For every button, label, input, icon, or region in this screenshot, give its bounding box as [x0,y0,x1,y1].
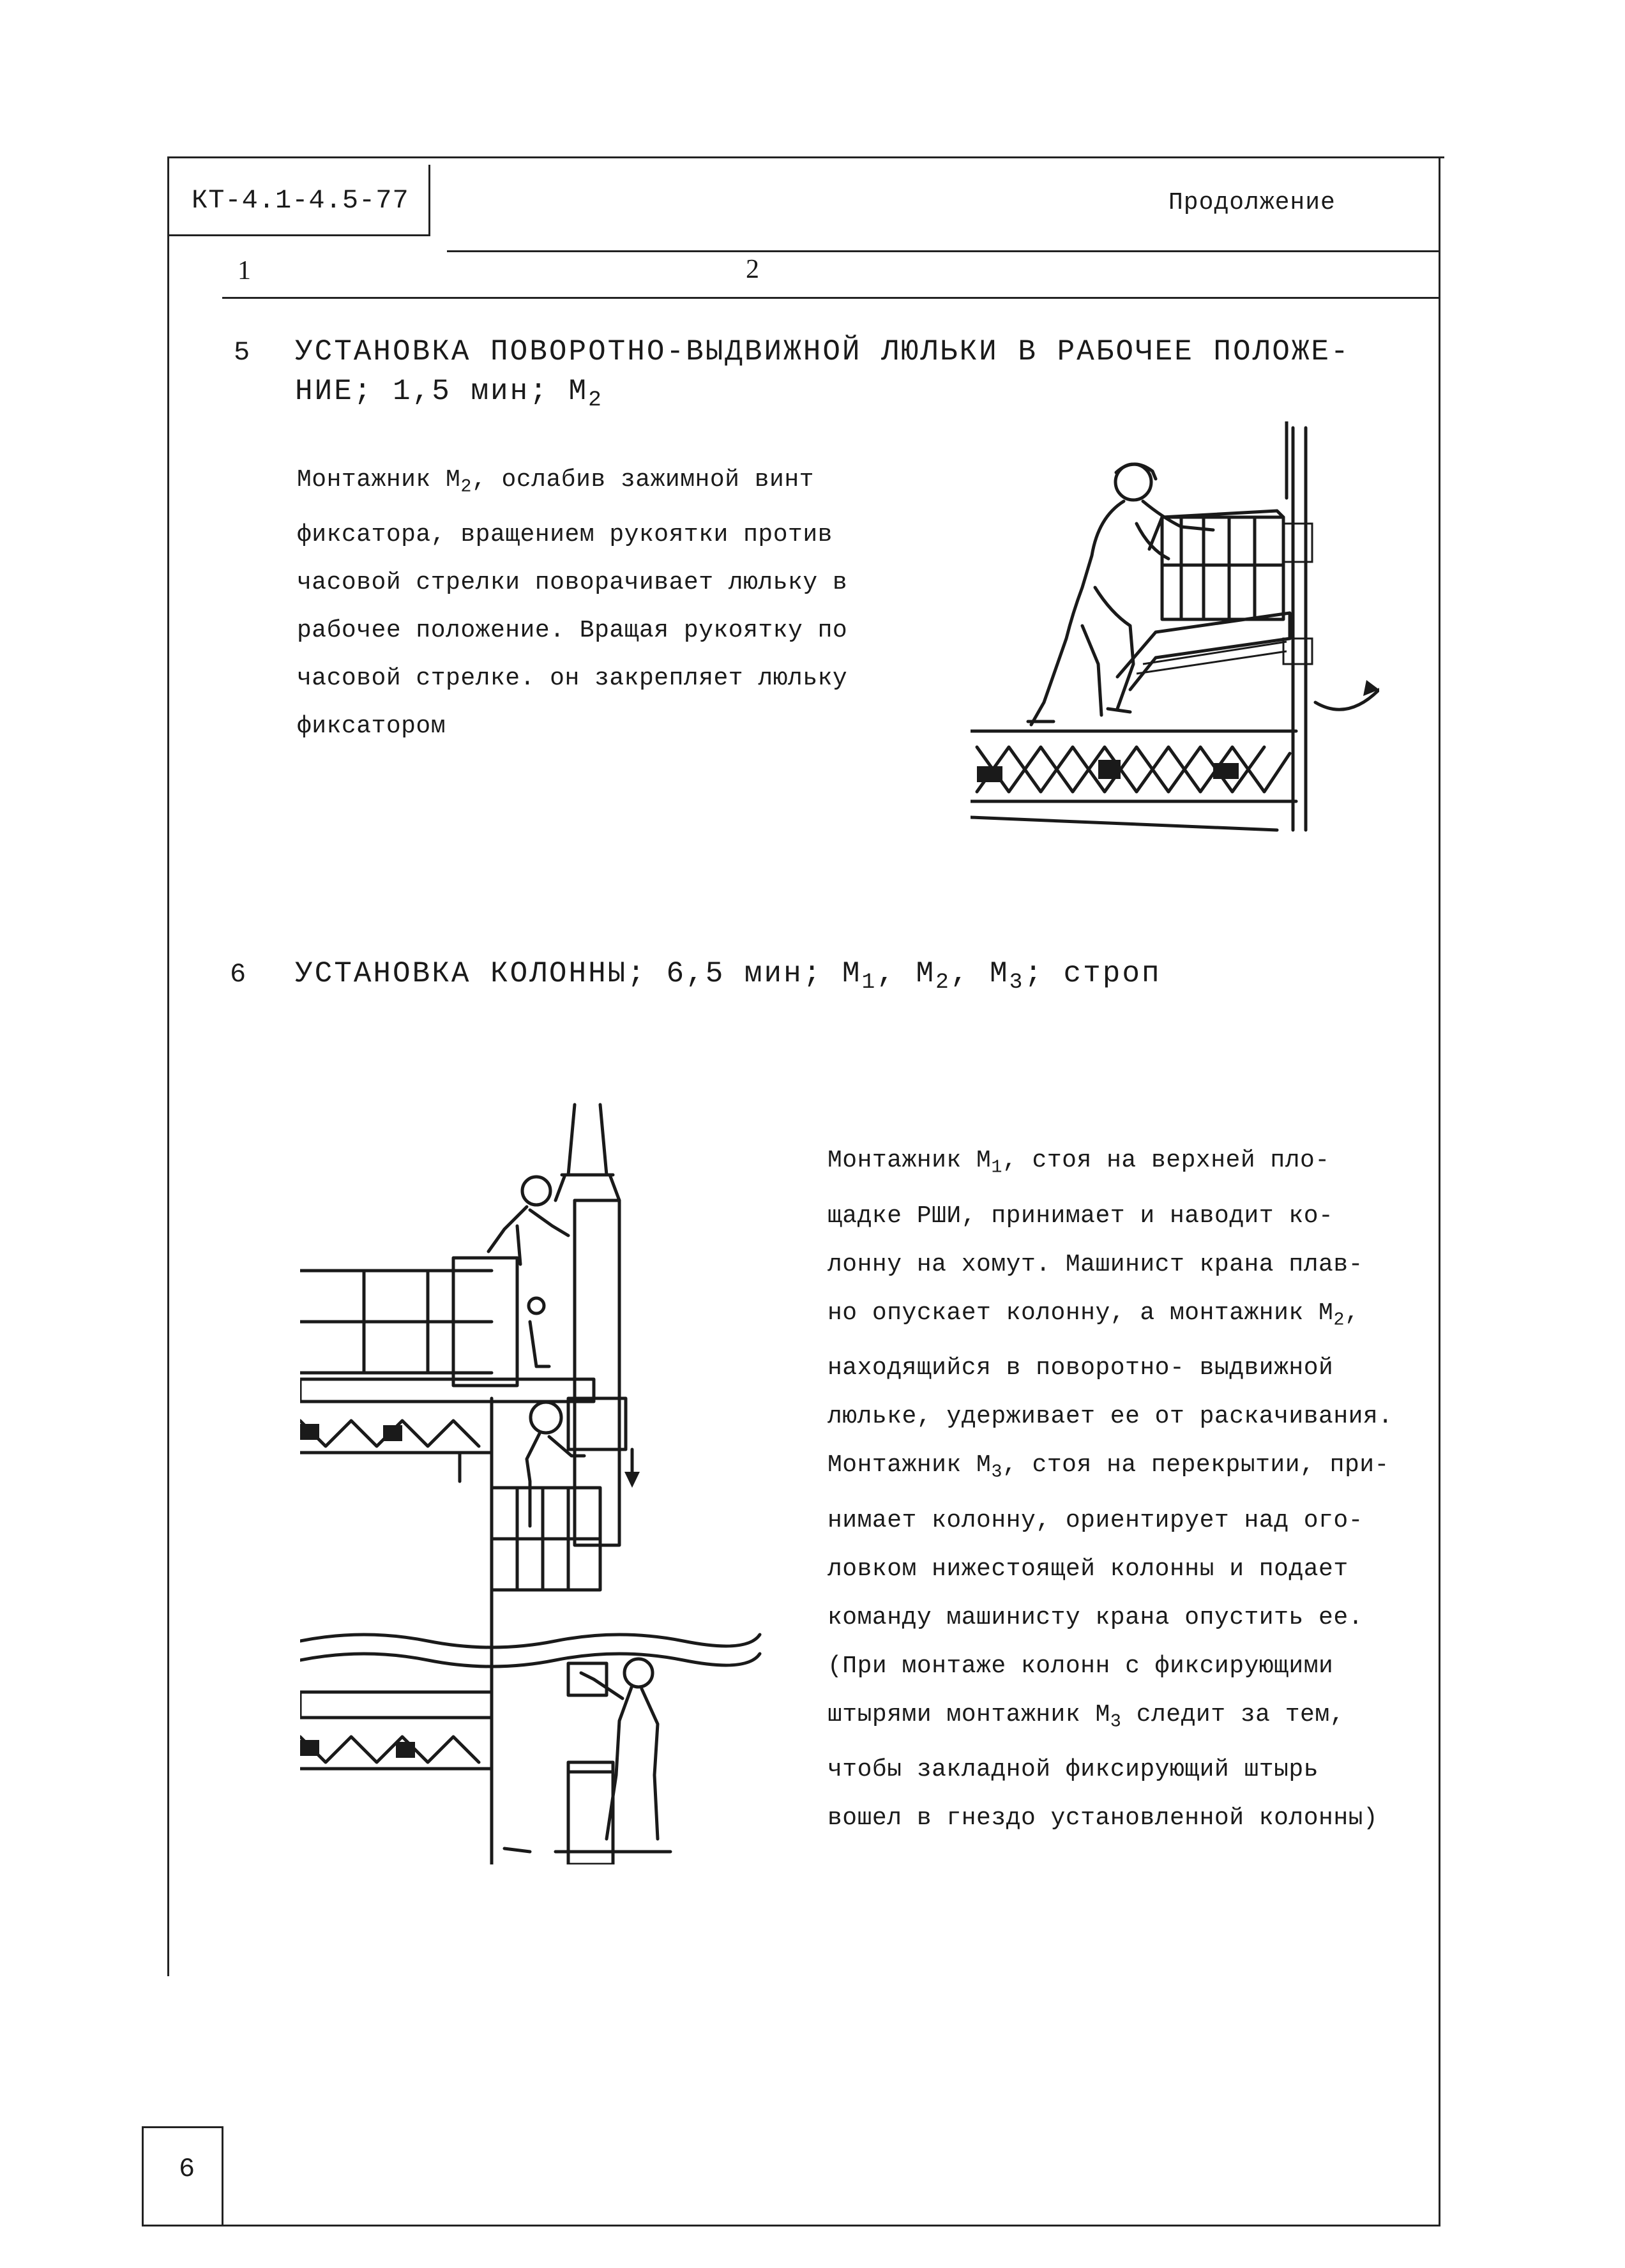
frame-top [167,156,1444,158]
text-line: люльке, удерживает ее от раскачивания. [828,1403,1393,1431]
frame-bottom [142,2225,1440,2226]
header-rule-2 [222,297,1440,299]
frame-right [1439,156,1440,2225]
text-line: фиксатора, вращением рукоятки против [297,520,833,548]
text-line: лонну на хомут. Машинист крана плав- [828,1250,1363,1278]
step-6-number: 6 [230,959,246,990]
text-line: Монтажник $М_3$, стоя на перекрытии, при- [828,1451,1389,1483]
page-number: 6 [142,2126,223,2225]
text-line: щадке РШИ, принимает и наводит ко- [828,1202,1334,1230]
step-5-title: УСТАНОВКА ПОВОРОТНО-ВЫДВИЖНОЙ ЛЮЛЬКИ В РАБОЧЕЕ ПОЛОЖЕ- НИЕ; 1,5 мин; $М_2$ [295,335,1350,413]
text-line: Монтажник $М_2$, ослабив зажимной винт [297,466,814,497]
text-line: нимает колонну, ориентирует над ого- [828,1506,1363,1534]
continuation-label: Продолжение [1168,189,1336,216]
text-line: чтобы закладной фиксирующий штырь [828,1756,1319,1784]
document-code: КТ-4.1-4.5-77 [167,165,430,236]
text-line: Монтажник $М_1$, стоя на верхней пло- [828,1147,1330,1178]
text-line: рабочее положение. Вращая рукоятку по [297,616,848,644]
column-header-1: 1 [238,256,251,285]
step-6-description [828,1137,1393,1843]
text-line: часовой стрелки поворачивает люльку в [297,568,848,596]
text-line: вошел в гнездо установленной колонны) [828,1804,1379,1833]
frame-left [167,156,169,1976]
step-5-number: 5 [234,337,250,368]
text-line: штырями монтажник $М_3$ следит за тем, [828,1700,1345,1732]
text-line: ловком нижестоящей колонны и подает [828,1555,1349,1583]
column-header-2: 2 [746,255,759,284]
text-line: но опускает колонну, а монтажник $М_2$, [828,1299,1360,1331]
worker-cradle-illustration [971,421,1379,843]
column-installation-illustration [300,1098,811,1864]
text-line: фиксатором [297,712,446,740]
text-line: находящийся в поворотно- выдвижной [828,1354,1334,1382]
step-6-title: УСТАНОВКА КОЛОННЫ; 6,5 мин; $М_1$, $М_2$, $М_3$; строп [295,957,1161,995]
text-line: (При монтаже колонн с фиксирующими [828,1652,1334,1680]
step-5-description [297,456,847,750]
text-line: часовой стрелке. он закрепляет люльку [297,664,848,692]
header-rule-1 [447,250,1440,252]
text-line: команду машинисту крана опустить ее. [828,1603,1363,1631]
